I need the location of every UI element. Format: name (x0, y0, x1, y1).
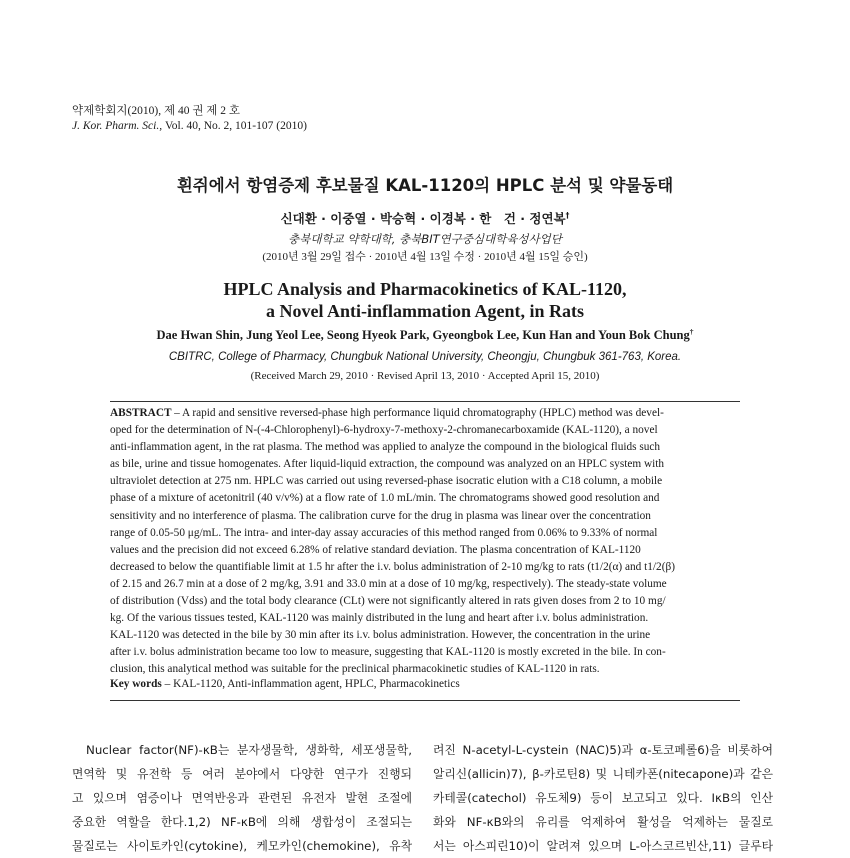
body-line: 려진 N-acetyl-L-cystein (NAC)5)과 α-토코페롤6)을 비롯하여 (433, 743, 773, 757)
english-affiliation: CBITRC, College of Pharmacy, Chungbuk National University, Cheongju, Chungbuk 361-763, Korea. (168, 351, 682, 363)
abstract-line: sensitivity and no interference of plasma. The calibration curve for the drug in plasma was linear over the concentration (110, 509, 651, 522)
body-line: 화와 NF-κB와의 유리를 억제하여 활성을 억제하는 물질로 (433, 815, 773, 829)
keywords (110, 678, 740, 690)
abstract-line: decreased to below the quantifiable limit at 1.5 hr after the i.v. bolus administration of 2-10 mg/kg to rats (t1/2(α) and t1/2(β) (110, 560, 675, 573)
abstract-line: oped for the determination of N-(-4-Chlorophenyl)-6-hydroxy-7-methoxy-2-chromanecarboxamide (KAL-1120), a novel (110, 424, 658, 437)
abstract-line: as bile, urine and tissue homogenates. After liquid-liquid extraction, the compound was analyzed on an HPLC system with (110, 458, 665, 471)
korean-journal-citation: 약제학회지(2010), 제 40 권 제 2 호 (72, 105, 241, 117)
english-title (0, 278, 850, 322)
abstract-label: ABSTRACT (110, 407, 175, 419)
body-line: 면역학 및 유전학 등 여러 분야에서 다양한 연구가 진행되 (72, 767, 412, 781)
abstract-line: of distribution (Vdss) and the total body clearance (CLt) were not significantly altered in rats given doses from 2 to 10 mg/ (110, 595, 666, 608)
corresponding-mark: † (565, 210, 570, 220)
body-line: 물질로는 사이토카인(cytokine), 케모카인(chemokine), 유착 (72, 839, 412, 853)
body-line: 알리신(allicin)7), β-카로틴8) 및 니테카폰(nitecapone)과 같은 (433, 767, 773, 781)
body-right-column (433, 738, 773, 858)
abstract-line: KAL-1120 was detected in the bile by 30 min after its i.v. bolus administration. However, the concentration in the urine (110, 629, 651, 642)
abstract-bottom-rule (110, 700, 740, 701)
english-journal-citation (72, 119, 307, 134)
abstract-line: ultraviolet detection at 275 nm. HPLC was carried out using reversed-phase isocratic elution with a C18 column, a mobile (110, 475, 663, 488)
body-line: 서는 아스피린10)이 알려져 있으며 L-아스코르빈산,11) 글루타 (433, 839, 773, 853)
body-line: 중요한 역할을 한다.1,2) NF-κB에 의해 생합성이 조절되는 (72, 815, 412, 829)
abstract-line: anti-inflammation agent, in the rat plasma. The method was applied to analyze the compound in the biological fluids such (110, 441, 661, 454)
english-title-line1: HPLC Analysis and Pharmacokinetics of KAL-1120, (223, 279, 627, 299)
keywords-text: – KAL-1120, Anti-inflammation agent, HPLC, Pharmacokinetics (164, 678, 460, 690)
english-authors (0, 327, 850, 343)
journal-volume: Vol. 40, No. 2, 101-107 (2010) (164, 120, 307, 132)
korean-dates: (2010년 3월 29일 접수 · 2010년 4월 13일 수정 · 2010년 4월 15일 승인) (262, 251, 588, 263)
english-dates: (Received March 29, 2010 · Revised April 13, 2010 · Accepted April 15, 2010) (250, 370, 600, 382)
journal-abbrev: J. Kor. Pharm. Sci., (72, 120, 163, 132)
keywords-label: Key words (110, 678, 162, 690)
body-line: 고 있으며 염증이나 면역반응과 관련된 유전자 발현 조절에 (72, 791, 412, 805)
journal-header (72, 104, 307, 134)
abstract-line: kg. Of the various tissues tested, KAL-1120 was mainly distributed in the lung and heart after i.v. bolus administration. (110, 612, 649, 625)
abstract-line: phase of a mixture of acetonitril (40 v/v%) at a flow rate of 1.0 mL/min. The chromatograms showed good resolution and (110, 492, 660, 505)
abstract-line: ABSTRACT – A rapid and sensitive reversed-phase high performance liquid chromatography (HPLC) method was devel- (110, 407, 664, 419)
abstract-line: after i.v. bolus administration became too low to measure, suggesting that KAL-1120 is mostly excreted in the bile. In con- (110, 646, 666, 659)
korean-title: 흰쥐에서 항염증제 후보물질 KAL-1120의 HPLC 분석 및 약물동태 (176, 176, 674, 195)
body-left-column (72, 738, 412, 858)
english-title-line2: a Novel Anti-inflammation Agent, in Rats (265, 301, 584, 321)
abstract-line: values and the precision did not exceed 6.28% of relative standard deviation. The plasma concentration of KAL-1120 (110, 543, 641, 556)
body-line: Nuclear factor(NF)-κB는 분자생물학, 생화학, 세포생물학, (86, 743, 412, 757)
abstract-line: range of 0.05-50 μg/mL. The intra- and inter-day assay accuracies of this method ranged from 0.06% to 9.33% of normal (110, 526, 658, 539)
abstract-top-rule (110, 401, 740, 402)
korean-affiliation: 충북대학교 약학대학, 충북BIT연구중심대학육성사업단 (288, 232, 562, 246)
korean-authors-names: 신대환 · 이중열 · 박승혁 · 이경복 · 한 건 · 정연복 (280, 211, 566, 226)
english-authors-names: Dae Hwan Shin, Jung Yeol Lee, Seong Hyeok Park, Gyeongbok Lee, Kun Han and Youn Bok Chung (156, 328, 690, 343)
abstract-line: of 2.15 and 26.7 min at a dose of 2 mg/kg, 3.91 and 33.0 min at a dose of 10 mg/kg, respectively). The steady-state volume (110, 577, 667, 590)
abstract (110, 405, 740, 679)
corresponding-mark: † (689, 327, 694, 336)
korean-authors (0, 209, 850, 227)
abstract-line: clusion, this analytical method was suitable for the preclinical pharmacokinetic studies of KAL-1120 in rats. (110, 663, 600, 676)
body-line: 카테콜(catechol) 유도체9) 등이 보고되고 있다. IκB의 인산 (433, 791, 773, 805)
